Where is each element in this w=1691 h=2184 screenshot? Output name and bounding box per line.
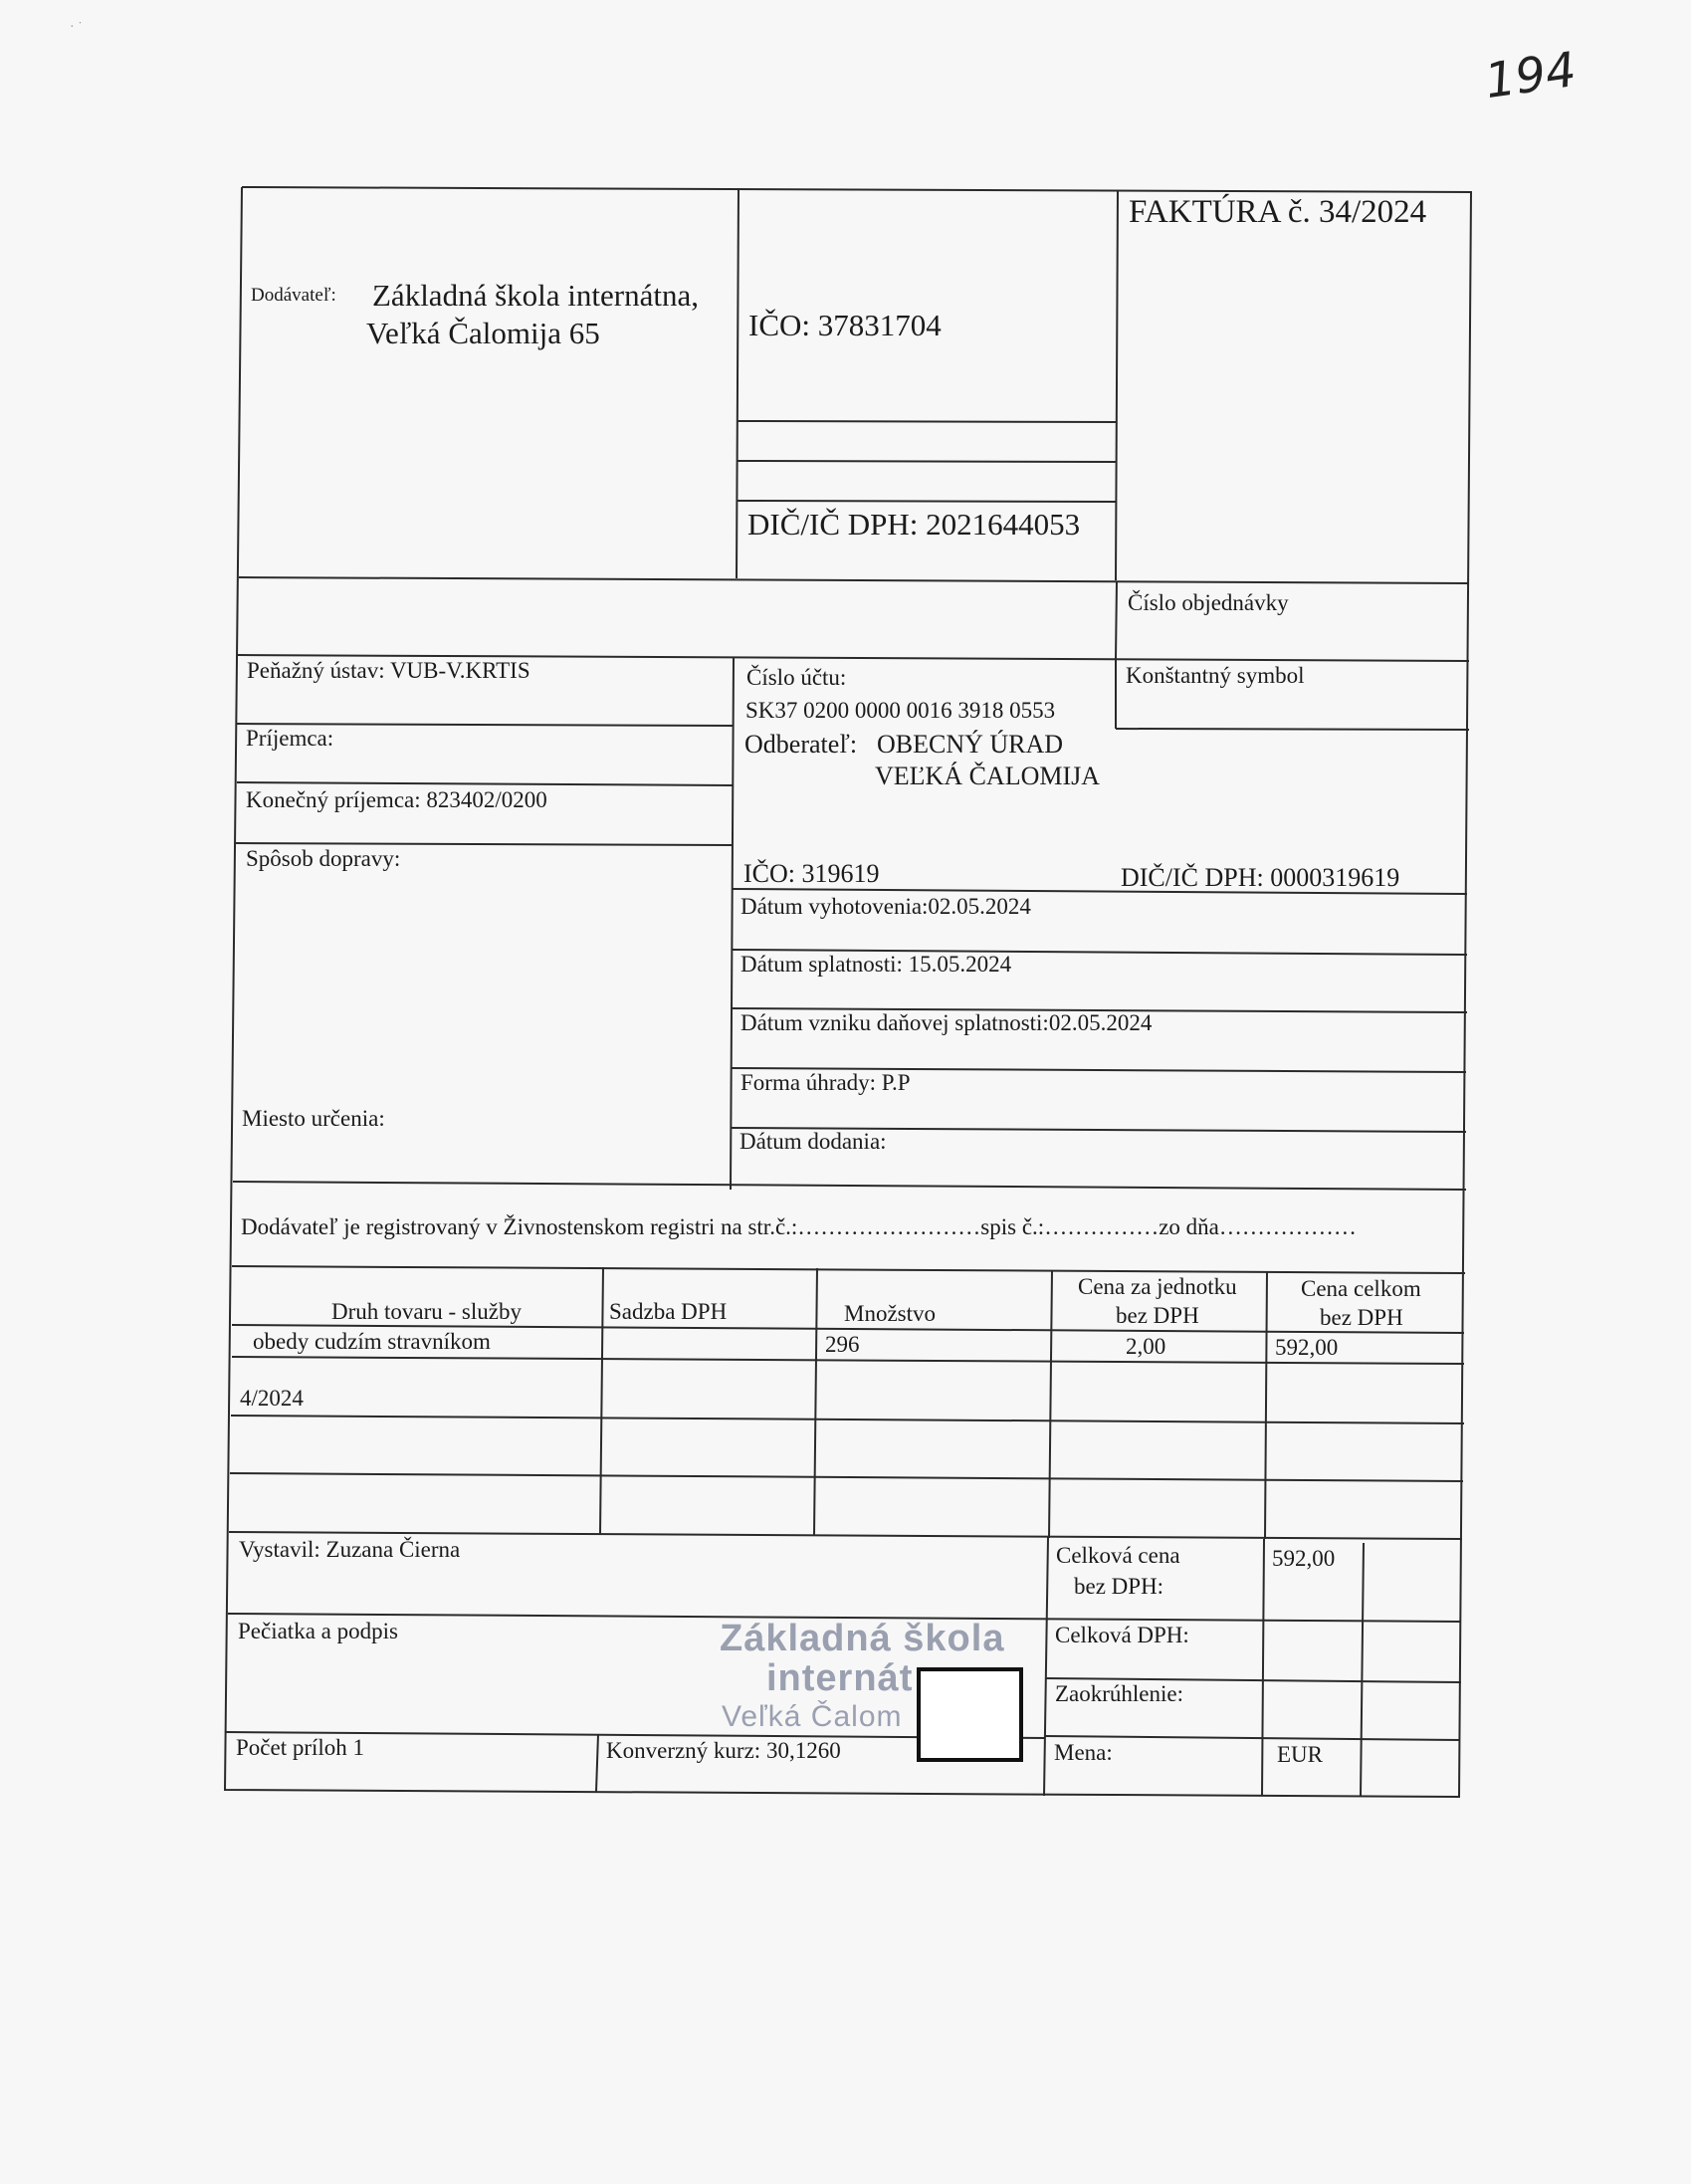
school-stamp-line3: Veľká Čalom [722, 1700, 903, 1733]
customer-label: Odberateľ: [744, 730, 858, 759]
recipient-label: Príjemca: [246, 726, 334, 751]
supplier-dic: DIČ/IČ DPH: 2021644053 [747, 507, 1081, 542]
transport-label: Spôsob dopravy: [246, 846, 401, 871]
attachments-count: Počet príloh 1 [236, 1735, 365, 1760]
school-stamp-line2: internát [766, 1657, 914, 1699]
currency-label: Mena: [1054, 1740, 1113, 1765]
account-label: Číslo účtu: [746, 665, 847, 690]
conversion-rate: Konverzný kurz: 30,1260 [606, 1738, 841, 1763]
header-unit-price-l1: Cena za jednotku [1078, 1274, 1237, 1299]
issue-date: Dátum vyhotovenia:02.05.2024 [740, 894, 1031, 919]
school-stamp-line1: Základná škola [720, 1618, 1005, 1659]
scan-specks: · ˙ [70, 20, 83, 35]
vat-total-label: Celková DPH: [1055, 1623, 1189, 1647]
redaction-box [917, 1667, 1023, 1762]
delivery-date: Dátum dodania: [740, 1129, 887, 1154]
supplier-ico: IČO: 37831704 [748, 308, 942, 342]
stamp-signature-label: Pečiatka a podpis [238, 1619, 398, 1643]
total-label-l1: Celková cena [1056, 1543, 1180, 1568]
row1-quantity: 296 [825, 1332, 860, 1357]
currency-value: EUR [1277, 1742, 1323, 1767]
header-quantity: Množstvo [844, 1301, 936, 1326]
row1-unit-price: 2,00 [1126, 1334, 1166, 1359]
payment-form: Forma úhrady: P.P [740, 1070, 911, 1095]
customer-name-line1: OBECNÝ ÚRAD [877, 730, 1064, 759]
supplier-label: Dodávateľ: [251, 285, 336, 306]
header-goods: Druh tovaru - služby [331, 1299, 522, 1324]
supplier-name: Základná škola internátna, [372, 278, 699, 313]
total-value: 592,00 [1272, 1546, 1336, 1571]
header-total-l1: Cena celkom [1301, 1276, 1421, 1301]
final-recipient: Konečný príjemca: 823402/0200 [246, 787, 547, 812]
bank-label: Peňažný ústav: VUB-V.KRTIS [247, 658, 530, 683]
header-vat-rate: Sadzba DPH [609, 1299, 728, 1324]
destination-label: Miesto určenia: [242, 1106, 385, 1131]
constant-symbol-label: Konštantný symbol [1126, 663, 1305, 688]
rounding-label: Zaokrúhlenie: [1055, 1681, 1184, 1706]
supplier-address: Veľká Čalomija 65 [366, 316, 600, 350]
header-total-l2: bez DPH [1320, 1305, 1403, 1330]
account-number: SK37 0200 0000 0016 3918 0553 [745, 698, 1056, 723]
customer-dic: DIČ/IČ DPH: 0000319619 [1121, 863, 1400, 892]
total-label-l2: bez DPH: [1074, 1574, 1164, 1599]
customer-name-line2: VEĽKÁ ČALOMIJA [875, 762, 1101, 790]
issued-by: Vystavil: Zuzana Čierna [239, 1537, 461, 1562]
order-number-label: Číslo objednávky [1128, 590, 1289, 615]
due-date: Dátum splatnosti: 15.05.2024 [740, 952, 1012, 977]
header-unit-price-l2: bez DPH [1116, 1303, 1199, 1328]
invoice-title: FAKTÚRA č. 34/2024 [1129, 194, 1427, 230]
row1-goods: obedy cudzím stravníkom [253, 1329, 491, 1354]
handwritten-page-number: 194 [1481, 41, 1581, 110]
registry-note: Dodávateľ je registrovaný v Živnostenskom registri na str.č.:……………………spis č.:……………zo dňa……………… [241, 1214, 1357, 1239]
row2-goods: 4/2024 [240, 1386, 304, 1411]
row1-total: 592,00 [1275, 1335, 1339, 1360]
customer-ico: IČO: 319619 [743, 859, 880, 888]
tax-point-date: Dátum vzniku daňovej splatnosti:02.05.2024 [740, 1010, 1153, 1035]
